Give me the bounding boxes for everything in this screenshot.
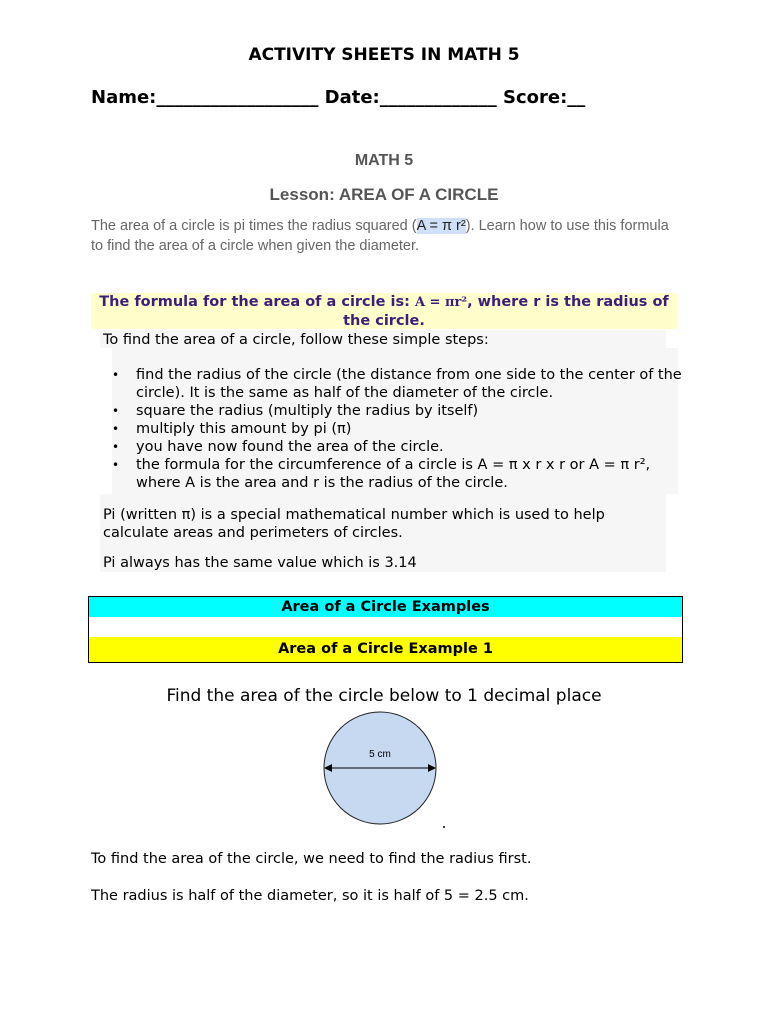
lesson-intro [91,216,671,256]
examples-table-header: Area of a Circle Examples [89,597,682,617]
page-title: ACTIVITY SHEETS IN MATH 5 [248,45,520,65]
lesson-title: Lesson: AREA OF A CIRCLE [269,185,499,204]
intro-text-start: The area of a circle is pi times the radius squared ( [91,218,417,234]
formula-expression: A = πr² [414,295,468,310]
solution-step-2: The radius is half of the diameter, so it is half of 5 = 2.5 cm. [91,888,529,904]
circle-diagram [318,711,446,831]
steps-intro: To find the area of a circle, follow these simple steps: [103,332,489,348]
intro-text-end: ). Learn how to use this formula to find the area of a circle when given the diameter. [91,218,669,254]
student-info-line: Name:__________________ Date:_____________ Score:__ [91,87,586,108]
example-1-title: Area of a Circle Example 1 [89,637,682,662]
diameter-label: 5 cm [369,749,391,760]
subject-heading: MATH 5 [354,152,414,169]
solution-step-1: To find the area of the circle, we need to find the radius first. [91,851,532,867]
formula-prefix: The formula for the area of a circle is: [99,294,415,310]
formula-highlight: A = π r² [416,218,466,234]
list-item: • you have now found the area of the circle. [112,438,682,456]
steps-list [112,366,682,492]
pi-value: Pi always has the same value which is 3.14 [103,555,417,571]
circle-svg [318,711,446,831]
list-item: • the formula for the circumference of a circle is A = π x r x r or A = π r², where A is the area and r is the radius of the circle. [112,456,682,492]
list-item: • square the radius (multiply the radius by itself) [112,402,682,420]
formula-statement [91,293,677,330]
formula-suffix: , where r is the radius of the circle. [343,294,669,329]
examples-table [88,596,683,663]
pi-definition: Pi (written π) is a special mathematical number which is used to help calculate areas and perimeters of circles. [103,507,605,541]
list-item: • multiply this amount by pi (π) [112,420,682,438]
examples-table-spacer [89,617,682,637]
example-question: Find the area of the circle below to 1 decimal place [166,686,602,706]
dot-mark [443,826,445,828]
list-item: • find the radius of the circle (the distance from one side to the center of the circle). It is the same as half of the diameter of the circle. [112,366,682,402]
